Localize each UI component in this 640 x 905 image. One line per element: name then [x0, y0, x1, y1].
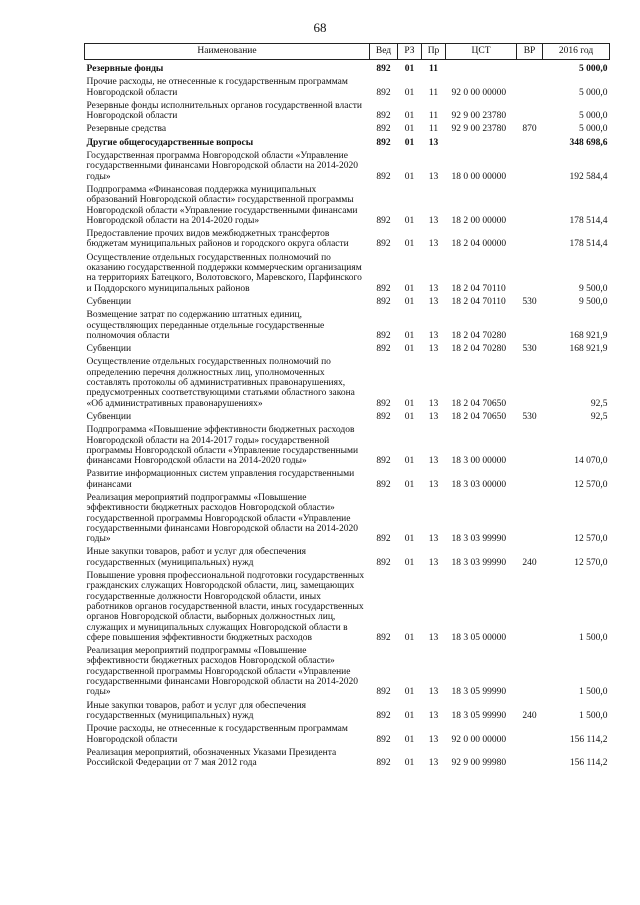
cell-rz: 01	[404, 710, 415, 721]
header-pr: Пр	[422, 44, 446, 60]
cell-amount: 92,5	[590, 411, 608, 422]
cell-pr: 13	[428, 283, 439, 294]
cell-amount: 156 114,2	[569, 734, 608, 745]
cell-vr	[517, 746, 543, 770]
cell-amount: 1 500,0	[579, 687, 608, 698]
cell-vr	[517, 644, 543, 698]
cell-name: Повышение уровня профессиональной подготовки государственных гражданских служащих Новгородской области, лиц, замещающих государственные должности Новгородской области, иных работников органов государственной власти, иных государственных органов Новгородской области, выборных должностных лиц, служащих и муниципальных служащих Новгородской области в сфере повышения эффективности бюджетных расходов	[86, 571, 365, 643]
cell-vr	[517, 183, 543, 227]
table-row	[85, 746, 610, 770]
cell-rz: 01	[404, 283, 415, 294]
cell-cst: 18 3 05 99990	[451, 687, 507, 698]
table-row	[85, 467, 610, 491]
cell-cst: 92 0 00 00000	[451, 87, 507, 98]
cell-amount: 178 514,4	[569, 239, 608, 250]
cell-pr: 11	[428, 87, 439, 98]
cell-ved: 892	[376, 758, 391, 769]
cell-ved: 892	[376, 87, 391, 98]
cell-amount: 12 570,0	[574, 534, 608, 545]
cell-ved: 892	[376, 710, 391, 721]
table-row	[85, 99, 610, 123]
cell-vr	[517, 149, 543, 183]
table-row	[85, 149, 610, 183]
cell-amount: 156 114,2	[569, 758, 608, 769]
cell-rz: 01	[404, 456, 415, 467]
cell-rz: 01	[404, 64, 415, 74]
table-row	[85, 699, 610, 723]
page-number: 68	[313, 20, 327, 35]
cell-ved: 892	[376, 330, 391, 341]
cell-amount: 5 000,0	[579, 111, 608, 122]
cell-rz: 01	[404, 557, 415, 568]
cell-ved: 892	[376, 557, 391, 568]
cell-ved: 892	[376, 111, 391, 122]
cell-cst: 18 3 03 99990	[451, 557, 507, 568]
table-row	[85, 75, 610, 99]
cell-vr: 530	[522, 344, 537, 355]
table-row	[85, 295, 610, 308]
cell-pr: 13	[428, 632, 439, 643]
cell-pr: 11	[429, 64, 438, 74]
header-rz: РЗ	[398, 44, 422, 60]
cell-rz: 01	[404, 124, 415, 135]
cell-cst: 18 2 00 00000	[451, 215, 507, 226]
cell-amount: 92,5	[590, 398, 608, 409]
cell-name: Прочие расходы, не отнесенные к государственным программам Новгородской области	[86, 724, 348, 745]
cell-vr: 870	[522, 124, 537, 135]
cell-pr: 13	[428, 710, 439, 721]
cell-pr: 13	[428, 137, 439, 148]
cell-amount: 5 000,0	[579, 64, 608, 74]
cell-vr	[517, 467, 543, 491]
cell-amount: 14 070,0	[574, 456, 608, 467]
cell-name: Иные закупки товаров, работ и услуг для обеспечения государственных (муниципальных) нужд	[86, 700, 307, 721]
cell-amount: 1 500,0	[579, 632, 608, 643]
cell-cst: 18 2 04 70280	[451, 344, 507, 355]
cell-rz: 01	[404, 296, 415, 307]
table-row	[85, 491, 610, 545]
cell-cst: 92 9 00 23780	[451, 124, 507, 135]
cell-cst: 92 0 00 00000	[451, 734, 507, 745]
cell-pr: 11	[428, 111, 439, 122]
header-vr: ВР	[517, 44, 543, 60]
budget-table	[84, 43, 610, 769]
cell-name: Прочие расходы, не отнесенные к государственным программам Новгородской области	[86, 77, 348, 98]
cell-amount: 168 921,9	[569, 344, 608, 355]
cell-vr: 530	[522, 296, 537, 307]
cell-amount: 178 514,4	[569, 215, 608, 226]
cell-name: Субвенции	[86, 296, 132, 307]
cell-rz: 01	[404, 344, 415, 355]
cell-ved: 892	[376, 215, 391, 226]
cell-cst: 18 3 05 99990	[451, 710, 507, 721]
cell-rz: 01	[404, 632, 415, 643]
cell-vr	[517, 251, 543, 295]
cell-rz: 01	[404, 330, 415, 341]
table-row	[85, 122, 610, 135]
cell-name: Подпрограмма «Финансовая поддержка муниципальных образований Новгородской области» государственной программы Новгородской области «Управление государственными финансами Новгородской области на 2014-2020 годы»	[86, 184, 358, 226]
cell-name: Субвенции	[86, 344, 132, 355]
cell-ved: 892	[376, 687, 391, 698]
cell-name: Осуществление отдельных государственных полномочий по определению перечня должностных лиц, уполномоченных составлять протоколы об административных правонарушениях, предусмотренных соответствующими статьями областного закона «Об административных правонарушениях»	[86, 357, 355, 409]
cell-vr	[517, 227, 543, 251]
cell-vr	[517, 491, 543, 545]
cell-rz: 01	[404, 398, 415, 409]
header-ved: Вед	[370, 44, 398, 60]
cell-vr	[517, 308, 543, 342]
cell-pr: 13	[428, 734, 439, 745]
cell-pr: 13	[428, 758, 439, 769]
cell-ved: 892	[376, 398, 391, 409]
cell-rz: 01	[404, 411, 415, 422]
cell-ved: 892	[376, 283, 391, 294]
cell-vr: 530	[522, 411, 537, 422]
cell-amount: 9 500,0	[579, 283, 608, 294]
cell-amount: 5 000,0	[579, 87, 608, 98]
table-row	[85, 60, 610, 76]
table-body	[85, 60, 610, 770]
cell-ved: 892	[376, 137, 391, 148]
cell-name: Реализация мероприятий подпрограммы «Повышение эффективности бюджетных расходов Новгородской области» государственной программы Новгородской области «Управление государственными финансами Новгородской области на 2014-2020 годы»	[86, 646, 358, 698]
cell-amount: 348 698,6	[569, 137, 608, 148]
table-row	[85, 644, 610, 698]
cell-rz: 01	[404, 687, 415, 698]
cell-name: Резервные фонды исполнительных органов государственной власти Новгородской области	[86, 100, 362, 122]
cell-rz: 01	[404, 171, 415, 182]
cell-ved: 892	[376, 456, 391, 467]
cell-ved: 892	[376, 411, 391, 422]
table-row	[85, 251, 610, 295]
table-row	[85, 569, 610, 644]
cell-pr: 13	[428, 215, 439, 226]
table-row	[85, 722, 610, 746]
cell-cst: 18 3 05 00000	[451, 632, 507, 643]
cell-name: Субвенции	[86, 411, 132, 422]
header-name: Наименование	[85, 44, 370, 60]
cell-cst: 18 2 04 00000	[451, 239, 507, 250]
cell-cst: 18 2 04 70110	[451, 283, 506, 294]
cell-amount: 12 570,0	[574, 479, 608, 490]
cell-rz: 01	[404, 758, 415, 769]
cell-cst: 18 2 04 70650	[451, 411, 507, 422]
cell-cst: 92 9 00 99980	[451, 758, 507, 769]
cell-cst: 18 2 04 70110	[451, 296, 506, 307]
cell-pr: 11	[428, 124, 439, 135]
cell-cst: 18 2 04 70280	[451, 330, 507, 341]
header-cst: ЦСТ	[446, 44, 517, 60]
table-row	[85, 545, 610, 569]
cell-pr: 13	[428, 398, 439, 409]
cell-rz: 01	[404, 215, 415, 226]
cell-ved: 892	[376, 734, 391, 745]
cell-vr	[517, 75, 543, 99]
cell-ved: 892	[376, 344, 391, 355]
cell-vr: 240	[522, 557, 537, 568]
cell-rz: 01	[404, 534, 415, 545]
table-row	[85, 410, 610, 423]
cell-pr: 13	[428, 687, 439, 698]
cell-name: Подпрограмма «Повышение эффективности бюджетных расходов Новгородской области на 2014-2017 годы» государственной программы Новгородской области «Управление государственными финансами Новгородской области на 2014-2020 годы»	[86, 425, 359, 467]
cell-vr	[517, 136, 543, 149]
cell-vr	[517, 355, 543, 409]
cell-name: Возмещение затрат по содержанию штатных единиц, осуществляющих переданные отдельные государственные полномочия области	[86, 310, 325, 341]
cell-ved: 892	[376, 534, 391, 545]
cell-amount: 192 584,4	[569, 171, 608, 182]
cell-amount: 9 500,0	[579, 296, 608, 307]
cell-vr	[517, 60, 543, 76]
table-row	[85, 227, 610, 251]
cell-cst	[446, 60, 517, 76]
table-row	[85, 308, 610, 342]
cell-name: Резервные фонды	[86, 64, 164, 74]
cell-pr: 13	[428, 479, 439, 490]
cell-pr: 13	[428, 344, 439, 355]
cell-amount: 12 570,0	[574, 557, 608, 568]
cell-rz: 01	[404, 87, 415, 98]
cell-pr: 13	[428, 239, 439, 250]
table-row	[85, 183, 610, 227]
cell-pr: 13	[428, 296, 439, 307]
table-row	[85, 136, 610, 149]
cell-amount: 1 500,0	[579, 710, 608, 721]
cell-name: Реализация мероприятий подпрограммы «Повышение эффективности бюджетных расходов Новгородской области» государственной программы Новгородской области «Управление государственными финансами Новгородской области на 2014-2020 годы»	[86, 492, 358, 545]
cell-name: Предоставление прочих видов межбюджетных трансфертов бюджетам муниципальных районов и городского округа области	[86, 229, 349, 250]
cell-name: Осуществление отдельных государственных полномочий по оказанию государственной поддержки коммерческим организациям на территориях Батецкого, Волотовского, Маревского, Парфинского и Поддорского муниципальных районов	[86, 252, 362, 294]
cell-pr: 13	[428, 411, 439, 422]
cell-vr	[517, 722, 543, 746]
cell-rz: 01	[404, 734, 415, 745]
cell-amount: 5 000,0	[579, 124, 608, 135]
cell-vr	[517, 99, 543, 123]
table-row	[85, 355, 610, 409]
cell-cst	[446, 136, 517, 149]
cell-ved: 892	[376, 64, 391, 74]
cell-rz: 01	[404, 137, 415, 148]
cell-name: Развитие информационных систем управления государственными финансами	[86, 469, 355, 490]
cell-vr: 240	[522, 710, 537, 721]
cell-cst: 18 3 03 00000	[451, 479, 507, 490]
cell-rz: 01	[404, 239, 415, 250]
header-year: 2016 год	[543, 44, 610, 60]
table-row	[85, 342, 610, 355]
cell-vr	[517, 569, 543, 644]
cell-rz: 01	[404, 479, 415, 490]
cell-cst: 92 9 00 23780	[451, 111, 507, 122]
cell-pr: 13	[428, 456, 439, 467]
cell-name: Другие общегосударственные вопросы	[86, 137, 254, 148]
cell-ved: 892	[376, 239, 391, 250]
cell-pr: 13	[428, 557, 439, 568]
cell-name: Резервные средства	[86, 124, 167, 135]
cell-rz: 01	[404, 111, 415, 122]
cell-name: Иные закупки товаров, работ и услуг для обеспечения государственных (муниципальных) нужд	[86, 547, 307, 568]
cell-cst: 18 0 00 00000	[451, 171, 507, 182]
cell-name: Государственная программа Новгородской области «Управление государственными финансами Новгородской области на 2014-2020 годы»	[86, 151, 358, 182]
cell-ved: 892	[376, 171, 391, 182]
cell-pr: 13	[428, 171, 439, 182]
cell-cst: 18 3 03 99990	[451, 534, 507, 545]
cell-pr: 13	[428, 330, 439, 341]
cell-pr: 13	[428, 534, 439, 545]
table-row	[85, 423, 610, 467]
cell-amount: 168 921,9	[569, 330, 608, 341]
cell-ved: 892	[376, 124, 391, 135]
cell-ved: 892	[376, 296, 391, 307]
cell-ved: 892	[376, 479, 391, 490]
table-header	[85, 44, 610, 60]
cell-name: Реализация мероприятий, обозначенных Указами Президента Российской Федерации от 7 мая 2012 года	[86, 747, 337, 769]
cell-ved: 892	[376, 632, 391, 643]
cell-cst: 18 3 00 00000	[451, 456, 507, 467]
cell-cst: 18 2 04 70650	[451, 398, 507, 409]
cell-vr	[517, 423, 543, 467]
